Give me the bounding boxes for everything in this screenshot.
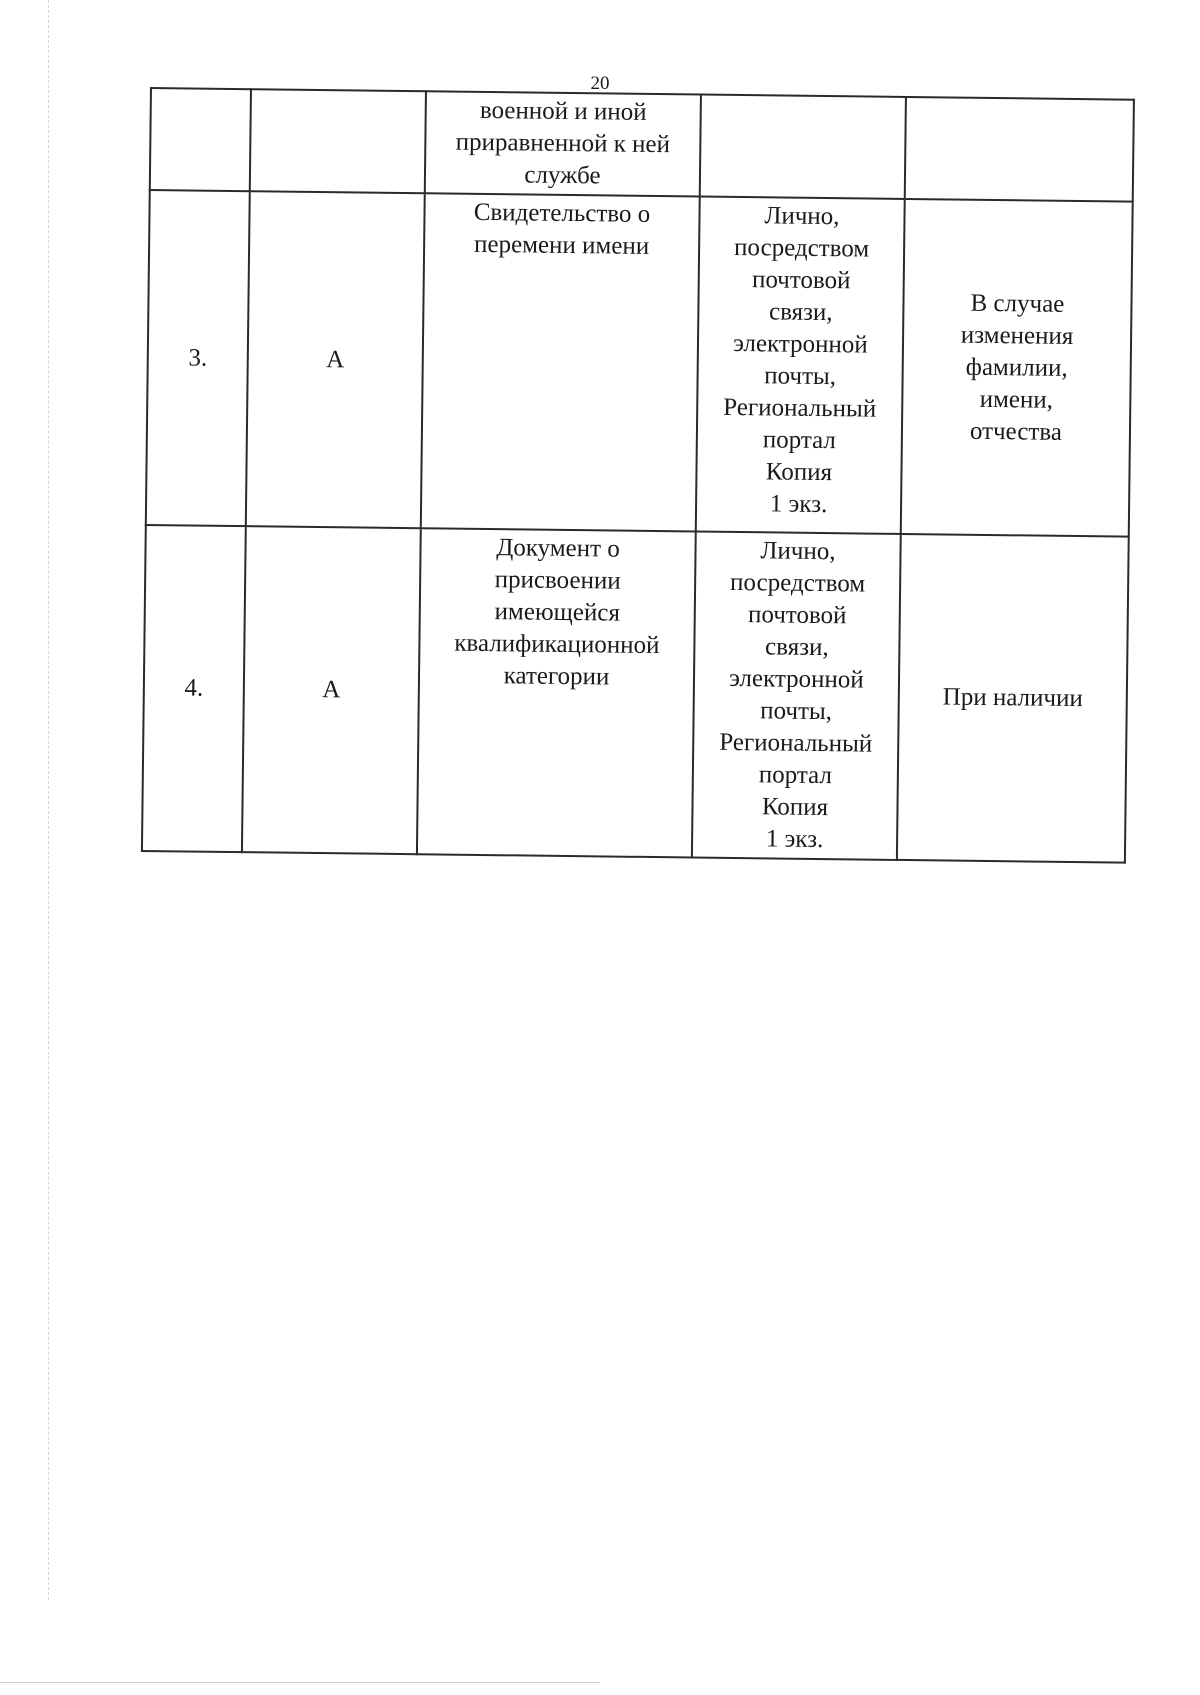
document-type-cell [242, 526, 421, 854]
submission-method [708, 98, 899, 100]
note: При наличии [942, 683, 1083, 713]
note-cell [897, 534, 1129, 863]
table-row [150, 88, 1134, 202]
submission-method-cell [692, 532, 901, 860]
document-name-cell [421, 193, 700, 531]
document-type: А [322, 676, 341, 704]
note [912, 148, 1126, 151]
table-row [146, 190, 1133, 537]
scan-edge-bottom [0, 1682, 600, 1683]
row-number-cell [150, 88, 251, 191]
submission-method: Лично, посредством почтовой связи, электронной почты, Региональный портал Копия 1 экз. [723, 202, 877, 519]
note: В случае изменения фамилии, имени, отчества [960, 289, 1074, 446]
row-number: 3. [188, 343, 208, 372]
document-type: А [326, 345, 345, 373]
document-name: военной и иной приравненной к ней службе [455, 96, 671, 190]
note-cell [901, 199, 1133, 537]
document-name: Документ о присвоении имеющейся квалификационной категории [454, 534, 660, 691]
submission-method: Лично, посредством почтовой связи, электронной почты, Региональный портал Копия 1 экз. [719, 537, 873, 854]
row-number: 4. [184, 674, 204, 702]
scan-edge-left [48, 0, 49, 1600]
document-type-cell [250, 89, 426, 193]
submission-method-cell [696, 197, 905, 534]
table-row [142, 525, 1129, 863]
document-type-cell [246, 191, 425, 528]
note-cell [905, 97, 1134, 202]
document-name-cell [417, 528, 696, 857]
row-number-cell [146, 190, 250, 526]
document-name-cell [425, 91, 701, 196]
documents-table [141, 87, 1135, 864]
page-number: 20 [590, 73, 610, 94]
row-number-cell [142, 525, 246, 852]
submission-method-cell [700, 95, 906, 199]
documents-table-container [141, 87, 1135, 864]
document-name: Свидетельство о перемени имени [473, 198, 651, 260]
